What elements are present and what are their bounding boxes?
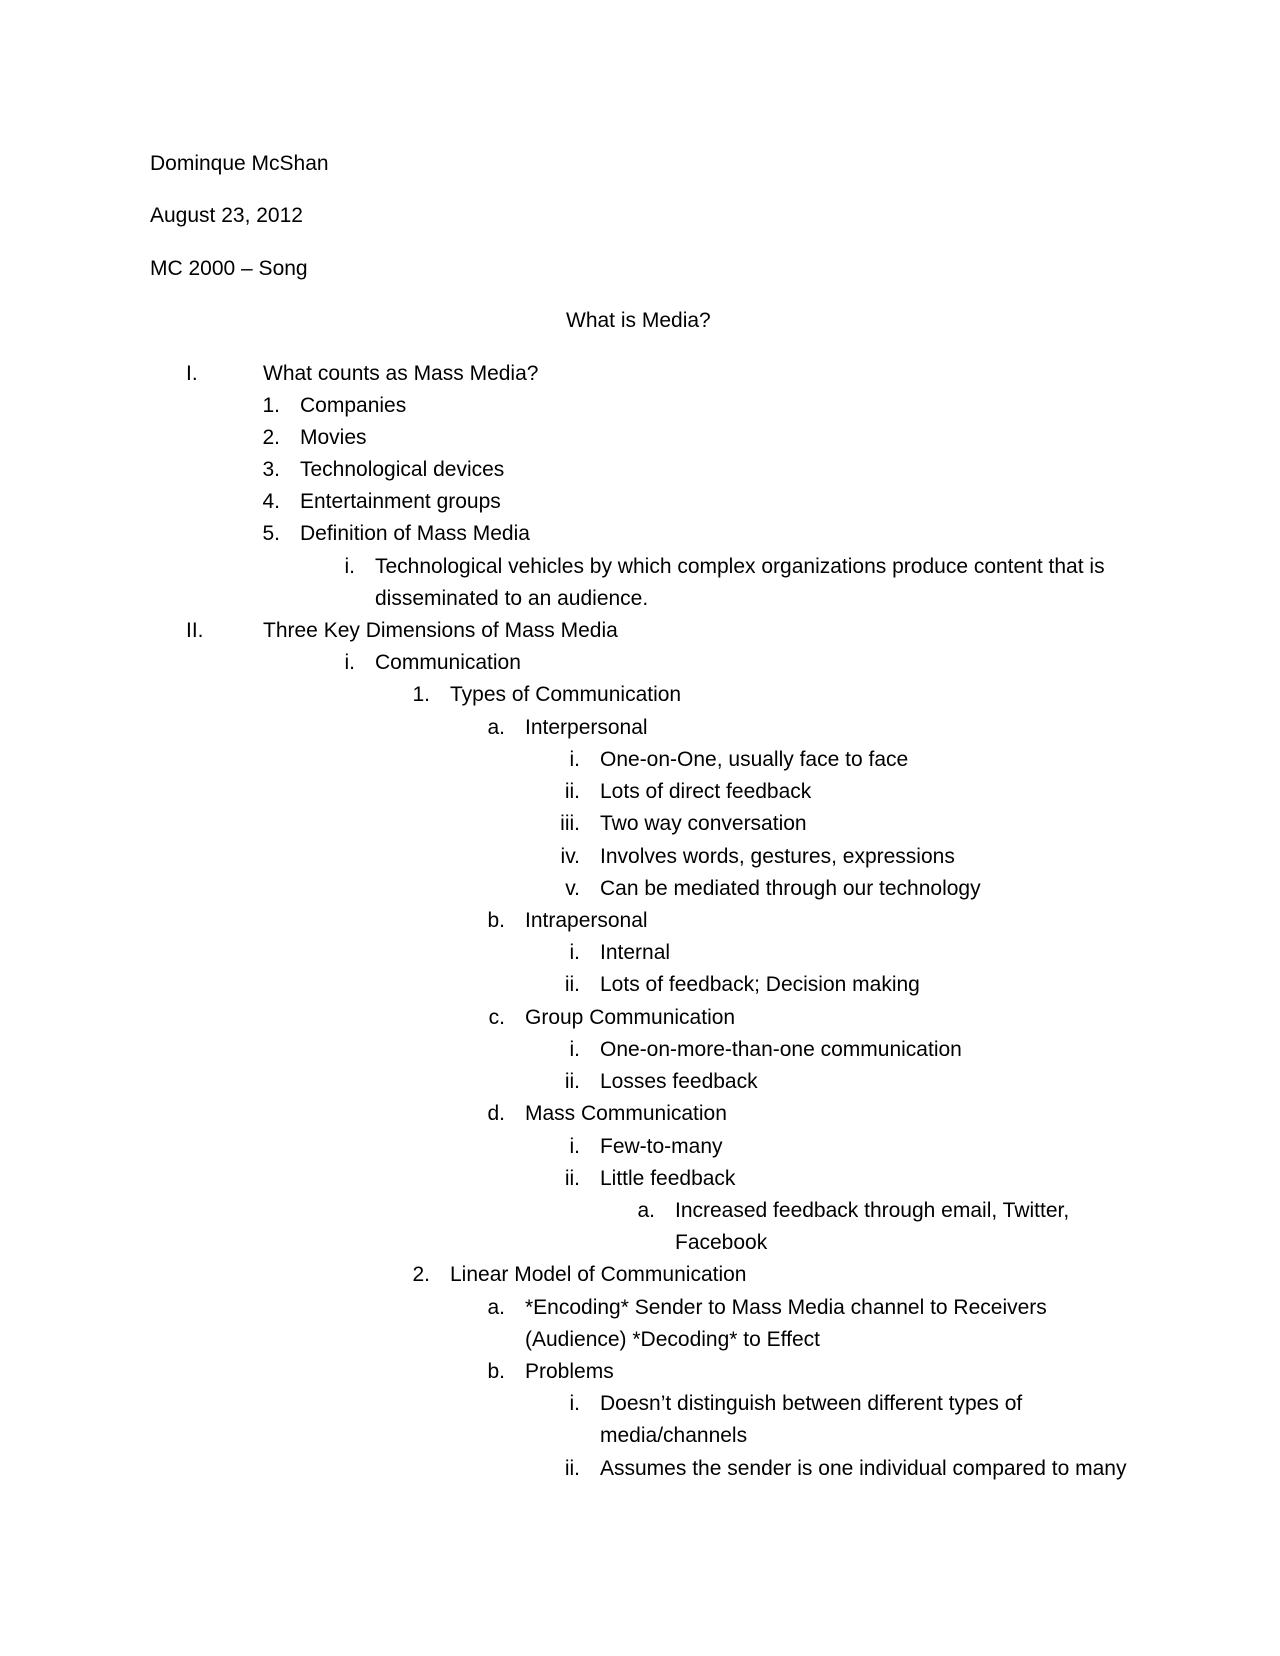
outline-marker: i. bbox=[569, 748, 580, 771]
outline-item-text: Technological vehicles by which complex organizations produce content that is bbox=[375, 555, 1105, 578]
outline-item-text: Lots of direct feedback bbox=[600, 780, 812, 803]
outline-marker: ii. bbox=[564, 780, 580, 803]
outline-item-text: Intrapersonal bbox=[525, 909, 648, 932]
outline-marker: a. bbox=[487, 1296, 505, 1319]
outline-marker: i. bbox=[569, 1392, 580, 1415]
outline-item-text: Mass Communication bbox=[525, 1102, 727, 1125]
outline-marker: i. bbox=[569, 941, 580, 964]
outline-marker: 1. bbox=[262, 394, 280, 417]
outline-item-text: Involves words, gestures, expressions bbox=[600, 845, 955, 868]
outline-item-text: Types of Communication bbox=[450, 683, 682, 706]
outline-item-text: One-on-One, usually face to face bbox=[600, 748, 909, 771]
outline-marker: i. bbox=[569, 1135, 580, 1158]
outline-marker: I. bbox=[186, 362, 198, 385]
outline-item-text: media/channels bbox=[600, 1424, 748, 1447]
outline-marker: v. bbox=[565, 877, 580, 900]
outline-marker: 1. bbox=[412, 683, 430, 706]
outline-marker: iv. bbox=[560, 845, 580, 868]
outline-item-text: Can be mediated through our technology bbox=[600, 877, 981, 900]
outline-marker: c. bbox=[488, 1006, 505, 1029]
outline-item-text: Companies bbox=[300, 394, 407, 417]
document-date: August 23, 2012 bbox=[150, 204, 303, 227]
outline-item-text: Three Key Dimensions of Mass Media bbox=[263, 619, 618, 642]
outline-marker: ii. bbox=[564, 973, 580, 996]
outline-item-text: Lots of feedback; Decision making bbox=[600, 973, 920, 996]
outline-item-text: Assumes the sender is one individual compared to many bbox=[600, 1457, 1127, 1480]
outline-marker: b. bbox=[487, 1360, 505, 1383]
outline-marker: ii. bbox=[564, 1070, 580, 1093]
document-title: What is Media? bbox=[566, 309, 711, 332]
outline-marker: ii. bbox=[564, 1457, 580, 1480]
outline-marker: ii. bbox=[564, 1167, 580, 1190]
outline-item-text: One-on-more-than-one communication bbox=[600, 1038, 962, 1061]
outline-item-text: Problems bbox=[525, 1360, 614, 1383]
outline-item-text: What counts as Mass Media? bbox=[263, 362, 539, 385]
outline-marker: 5. bbox=[262, 522, 280, 545]
outline-marker: 2. bbox=[412, 1263, 430, 1286]
outline-item-text: Facebook bbox=[675, 1231, 768, 1254]
author-name: Dominque McShan bbox=[150, 152, 329, 175]
outline-marker: b. bbox=[487, 909, 505, 932]
course-name: MC 2000 – Song bbox=[150, 257, 308, 280]
outline-marker: i. bbox=[344, 651, 355, 674]
outline-item-text: Definition of Mass Media bbox=[300, 522, 530, 545]
outline-marker: i. bbox=[569, 1038, 580, 1061]
outline-item-text: Two way conversation bbox=[600, 812, 807, 835]
outline-item-text: Entertainment groups bbox=[300, 490, 501, 513]
outline-item-text: Linear Model of Communication bbox=[450, 1263, 747, 1286]
outline-item-text: Few-to-many bbox=[600, 1135, 723, 1158]
outline-item-text: Little feedback bbox=[600, 1167, 736, 1190]
outline-item-text: Movies bbox=[300, 426, 367, 449]
outline-marker: i. bbox=[344, 555, 355, 578]
outline-marker: a. bbox=[487, 716, 505, 739]
outline-item-text: Interpersonal bbox=[525, 716, 648, 739]
outline-item-text: disseminated to an audience. bbox=[375, 587, 649, 610]
outline-item-text: Group Communication bbox=[525, 1006, 736, 1029]
outline-item-text: (Audience) *Decoding* to Effect bbox=[525, 1328, 820, 1351]
outline-marker: a. bbox=[637, 1199, 655, 1222]
outline-item-text: Communication bbox=[375, 651, 521, 674]
outline-item-text: Technological devices bbox=[300, 458, 505, 481]
outline-item-text: *Encoding* Sender to Mass Media channel to Receivers bbox=[525, 1296, 1047, 1319]
outline-marker: 4. bbox=[262, 490, 280, 513]
outline-item-text: Increased feedback through email, Twitter, bbox=[675, 1199, 1070, 1222]
outline-item-text: Doesn’t distinguish between different types of bbox=[600, 1392, 1023, 1415]
outline-marker: iii. bbox=[560, 812, 580, 835]
outline-item-text: Losses feedback bbox=[600, 1070, 758, 1093]
outline-item-text: Internal bbox=[600, 941, 671, 964]
outline-marker: II. bbox=[186, 619, 204, 642]
outline-marker: 2. bbox=[262, 426, 280, 449]
outline-marker: d. bbox=[487, 1102, 505, 1125]
outline-marker: 3. bbox=[262, 458, 280, 481]
